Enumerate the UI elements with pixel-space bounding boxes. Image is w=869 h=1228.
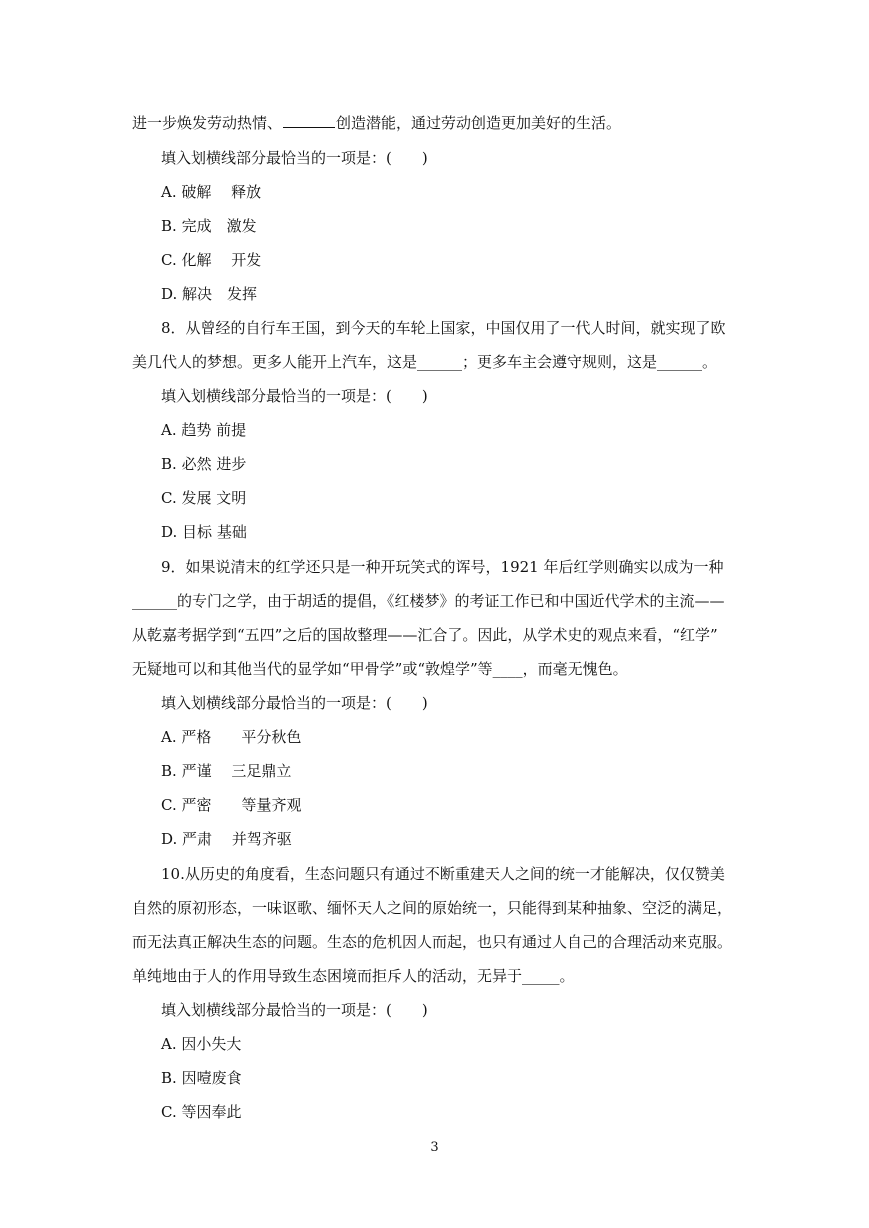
option-letter: D. — [161, 285, 178, 303]
q10-option-a — [161, 1034, 241, 1054]
q7-text-line — [132, 113, 621, 133]
option-letter: D. — [161, 523, 178, 541]
q9-option-a — [161, 727, 301, 747]
option-text: 因噎废食 — [181, 1069, 242, 1087]
option-text: 目标 基础 — [182, 523, 247, 541]
q8-option-c — [161, 488, 246, 508]
option-letter: A. — [161, 421, 177, 439]
q10-prompt: 填入划横线部分最恰当的一项是：( ) — [161, 1001, 428, 1019]
option-letter: A. — [161, 1035, 177, 1053]
q9-option-c — [161, 795, 302, 815]
option-letter: A. — [161, 728, 177, 746]
page-number: 3 — [430, 1140, 439, 1155]
q10-line-4: 单纯地由于人的作用导致生态困境而拒斥人的活动，无异于_____。 — [132, 967, 575, 985]
option-text: 发展 文明 — [181, 489, 247, 507]
q10-line-2: 自然的原初形态，一味讴歌、缅怀天人之间的原始统一，只能得到某种抽象、空泛的满足， — [132, 899, 733, 917]
option-text: 完成 激发 — [181, 217, 257, 235]
option-letter: C. — [161, 1103, 177, 1121]
q10-option-b — [161, 1068, 242, 1088]
q7-blank — [283, 113, 335, 128]
q8-option-d — [161, 522, 247, 542]
option-letter: B. — [161, 455, 177, 473]
q9-line-1: 9．如果说清末的红学还只是一种开玩笑式的诨号，1921 年后红学则确实以成为一种 — [161, 558, 724, 576]
option-letter: D. — [161, 830, 178, 848]
q7-prompt: 填入划横线部分最恰当的一项是：( ) — [161, 149, 428, 167]
option-letter: C. — [161, 251, 177, 269]
option-letter: C. — [161, 796, 177, 814]
q7-option-a — [161, 182, 261, 202]
q9-line-3: 从乾嘉考据学到“五四”之后的国故整理——汇合了。因此，从学术史的观点来看，“红学” — [132, 626, 718, 644]
q9-line-2: ______的专门之学，由于胡适的提倡，《红楼梦》的考证工作已和中国近代学术的主流—— — [132, 592, 725, 610]
option-text: 破解 释放 — [181, 183, 262, 201]
option-text: 必然 进步 — [181, 455, 247, 473]
q10-option-c — [161, 1102, 242, 1122]
option-text: 严肃 并驾齐驱 — [182, 830, 292, 848]
q8-option-b — [161, 454, 246, 474]
q7-option-b — [161, 216, 257, 236]
q7-option-c — [161, 250, 261, 270]
option-text: 严格 平分秋色 — [181, 728, 302, 746]
q8-prompt: 填入划横线部分最恰当的一项是：( ) — [161, 387, 428, 405]
option-text: 化解 开发 — [181, 251, 262, 269]
q9-line-4: 无疑地可以和其他当代的显学如“甲骨学”或“敦煌学”等____，而毫无愧色。 — [132, 660, 628, 678]
option-text: 严谨 三足鼎立 — [181, 762, 292, 780]
q7-text-before: 进一步焕发劳动热情、 — [132, 114, 283, 132]
option-letter: B. — [161, 762, 177, 780]
q9-prompt: 填入划横线部分最恰当的一项是：( ) — [161, 694, 428, 712]
q9-option-b — [161, 761, 291, 781]
option-text: 等因奉此 — [181, 1103, 242, 1121]
option-text: 因小失大 — [181, 1035, 242, 1053]
q7-text-after: 创造潜能，通过劳动创造更加美好的生活。 — [336, 114, 622, 132]
option-text: 趋势 前提 — [181, 421, 247, 439]
option-letter: B. — [161, 217, 177, 235]
q8-line-2: 美几代人的梦想。更多人能开上汽车，这是______；更多车主会遵守规则，这是______。 — [132, 353, 718, 371]
q8-line-1: 8．从曾经的自行车王国，到今天的车轮上国家，中国仅用了一代人时间，就实现了欧 — [161, 319, 726, 337]
q10-line-1: 10.从历史的角度看，生态问题只有通过不断重建天人之间的统一才能解决，仅仅赞美 — [161, 865, 725, 883]
q9-option-d — [161, 829, 292, 849]
option-letter: A. — [161, 183, 177, 201]
q7-option-d — [161, 284, 257, 304]
option-letter: B. — [161, 1069, 177, 1087]
option-text: 解决 发挥 — [182, 285, 258, 303]
option-letter: C. — [161, 489, 177, 507]
option-text: 严密 等量齐观 — [181, 796, 302, 814]
q10-line-3: 而无法真正解决生态的问题。生态的危机因人而起，也只有通过人自己的合理活动来克服。 — [132, 933, 733, 951]
q8-option-a — [161, 420, 246, 440]
